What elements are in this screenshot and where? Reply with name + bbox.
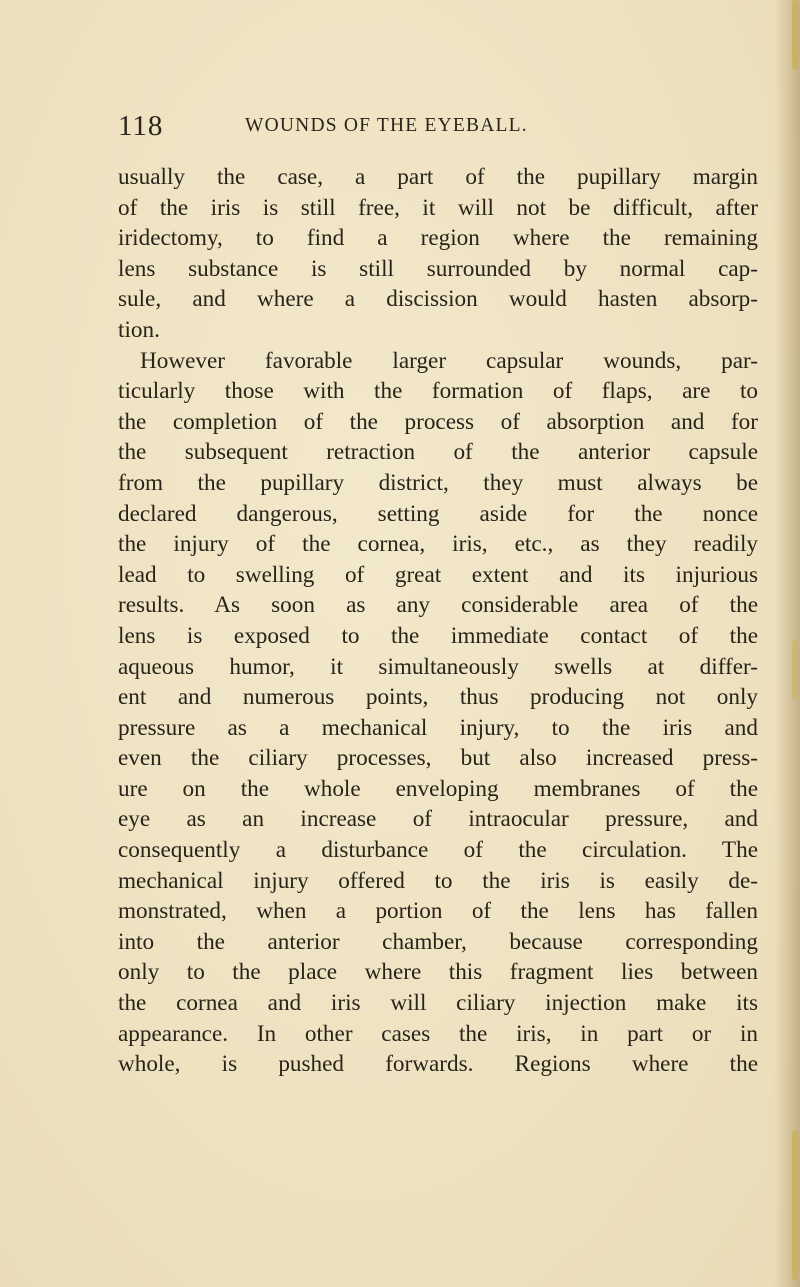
- page-edge-stain: [792, 640, 798, 700]
- page-edge-stain: [792, 1130, 798, 1280]
- page-edge-stain: [792, 0, 798, 70]
- text-line: appearance. In other cases the iris, in part or in: [118, 1020, 758, 1047]
- text-line: sule, and where a discission would hasten absorp-: [118, 286, 758, 313]
- text-line: ent and numerous points, thus producing not only: [118, 684, 758, 711]
- text-line: usually the case, a part of the pupillary margin: [118, 164, 758, 190]
- text-line: eye as an increase of intraocular pressure, and: [118, 806, 758, 833]
- text-line: the injury of the cornea, iris, etc., as they readily: [118, 531, 758, 558]
- text-line: aqueous humor, it simultaneously swells at differ-: [118, 653, 758, 680]
- text-line: from the pupillary district, they must always be: [118, 469, 758, 496]
- text-line: mechanical injury offered to the iris is easily de-: [118, 867, 758, 894]
- text-line: results. As soon as any considerable area of the: [118, 592, 758, 619]
- text-line: lead to swelling of great extent and its injurious: [118, 561, 758, 588]
- page-header: [118, 110, 758, 144]
- text-line: the subsequent retraction of the anterior capsule: [118, 439, 758, 466]
- text-line: tion.: [118, 316, 160, 343]
- text-line: into the anterior chamber, because corresponding: [118, 928, 758, 955]
- text-line: pressure as a mechanical injury, to the iris and: [118, 714, 758, 741]
- page-number: 118: [118, 110, 164, 142]
- text-line: ticularly those with the formation of flaps, are to: [118, 378, 758, 405]
- text-line: lens is exposed to the immediate contact of the: [118, 622, 758, 649]
- text-line: ure on the whole enveloping membranes of the: [118, 775, 758, 802]
- text-line: monstrated, when a portion of the lens has fallen: [118, 898, 758, 925]
- running-head: WOUNDS OF THE EYEBALL.: [245, 115, 528, 136]
- text-line: even the ciliary processes, but also increased press-: [118, 745, 758, 772]
- text-line: However favorable larger capsular wounds, par-: [140, 347, 758, 374]
- text-line: declared dangerous, setting aside for the nonce: [118, 500, 758, 527]
- text-line: of the iris is still free, it will not be difficult, after: [118, 194, 758, 221]
- text-line: only to the place where this fragment lies between: [118, 959, 758, 986]
- text-line: the cornea and iris will ciliary injection make its: [118, 990, 758, 1017]
- text-line: iridectomy, to find a region where the remaining: [118, 225, 758, 252]
- text-line: whole, is pushed forwards. Regions where the: [118, 1051, 758, 1078]
- text-line: the completion of the process of absorption and for: [118, 408, 758, 435]
- text-line: lens substance is still surrounded by normal cap-: [118, 255, 758, 282]
- text-line: consequently a disturbance of the circulation. The: [118, 837, 758, 864]
- body-text: [118, 162, 758, 1080]
